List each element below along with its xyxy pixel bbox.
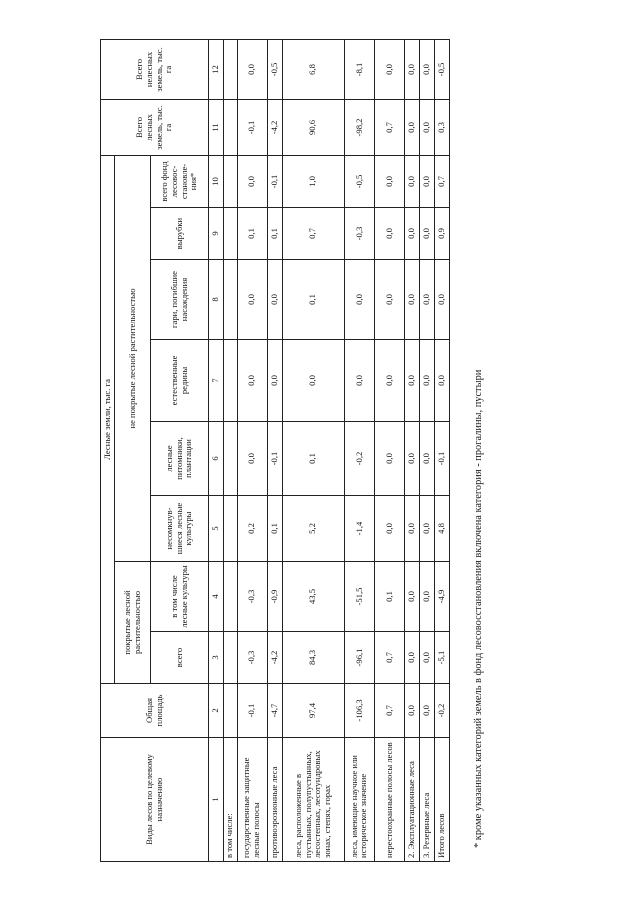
column-index: 6 — [209, 422, 224, 496]
cell: 0,1 — [237, 208, 267, 260]
cell: 0,0 — [404, 422, 419, 496]
row-name: государственные защитные лесные полосы — [237, 738, 267, 862]
column-index: 10 — [209, 155, 224, 207]
header-clearings: вырубки — [151, 208, 209, 260]
row-name: Итого лесов — [434, 738, 449, 862]
header-covered-cultures: в том числе лесные культуры — [151, 562, 209, 632]
table-row — [237, 39, 267, 861]
cell: 43,5 — [282, 562, 344, 632]
cell: 0,0 — [404, 155, 419, 207]
header-forest-land: Лесные земли, тыс. га — [101, 155, 115, 683]
row-name: леса, имеющие научное или историческое значение — [344, 738, 374, 862]
cell: 0,0 — [374, 340, 404, 422]
cell: 97,4 — [282, 684, 344, 738]
cell: 0,0 — [404, 340, 419, 422]
header-forest-total: Всего лесных земель, тыс. га — [101, 99, 209, 155]
cell: -4,7 — [267, 684, 282, 738]
cell: 0,0 — [374, 39, 404, 99]
table-row — [267, 39, 282, 861]
header-reforestation-fund: всего фонд лесовос-становле-ния* — [151, 155, 209, 207]
row-name: нерестоохранные полосы лесов — [374, 738, 404, 862]
cell: 0,0 — [374, 496, 404, 562]
column-index: 9 — [209, 208, 224, 260]
cell: 0,0 — [434, 340, 449, 422]
cell: 0,7 — [374, 632, 404, 684]
table-row — [419, 39, 434, 861]
cell: -0,2 — [344, 422, 374, 496]
cell: 84,3 — [282, 632, 344, 684]
cell: 0,0 — [374, 422, 404, 496]
cell: 0,0 — [237, 155, 267, 207]
section-label: в том числе: — [224, 738, 238, 862]
table-row-total — [434, 39, 449, 861]
cell: -8,1 — [344, 39, 374, 99]
cell: -0,2 — [434, 684, 449, 738]
table-row — [404, 39, 419, 861]
cell: 0,0 — [404, 562, 419, 632]
cell: -4,9 — [434, 562, 449, 632]
cell: 0,0 — [419, 562, 434, 632]
cell: 0,0 — [419, 39, 434, 99]
cell: 0,0 — [419, 422, 434, 496]
cell: 0,0 — [434, 260, 449, 340]
cell: 0,0 — [419, 260, 434, 340]
cell: 0,0 — [404, 99, 419, 155]
cell: -51,5 — [344, 562, 374, 632]
table-row — [344, 39, 374, 861]
cell: 0,0 — [419, 340, 434, 422]
cell: 0,0 — [237, 340, 267, 422]
cell: 0,0 — [267, 260, 282, 340]
header-nonforest-total: Всего нелесных земель, тыс. га — [101, 39, 209, 99]
cell: 0,7 — [374, 99, 404, 155]
cell: 0,1 — [282, 422, 344, 496]
column-index: 3 — [209, 632, 224, 684]
cell: 0,0 — [374, 155, 404, 207]
cell: 0,0 — [237, 39, 267, 99]
cell: 0,0 — [404, 260, 419, 340]
header-covered: покрытые лесной растительностью — [115, 562, 151, 684]
cell: -96,1 — [344, 632, 374, 684]
header-unclosed: несомкнув-шиеся лесные культуры — [151, 496, 209, 562]
rotated-table-container — [100, 40, 450, 862]
cell: 90,6 — [282, 99, 344, 155]
cell: 5,2 — [282, 496, 344, 562]
cell: 0,0 — [404, 632, 419, 684]
cell: -0,3 — [344, 208, 374, 260]
cell: 0,0 — [404, 39, 419, 99]
cell: 0,0 — [237, 260, 267, 340]
column-index: 1 — [209, 738, 224, 862]
cell: -0,1 — [267, 422, 282, 496]
header-total-area: Общая площадь — [101, 684, 209, 738]
row-name: 2. Эксплуатационные леса — [404, 738, 419, 862]
cell: -1,4 — [344, 496, 374, 562]
cell: 0,0 — [419, 208, 434, 260]
cell: 6,8 — [282, 39, 344, 99]
cell: -0,1 — [434, 422, 449, 496]
cell: 0,0 — [404, 496, 419, 562]
column-index: 7 — [209, 340, 224, 422]
cell: 0,0 — [404, 208, 419, 260]
header-types: Виды лесов по целевому назначению — [101, 738, 209, 862]
cell: -5,1 — [434, 632, 449, 684]
cell: 0,7 — [374, 684, 404, 738]
row-name: леса, расположенные в пустынных, полупустынных, лесостепных, лесотундровых зонах, степях, горах — [282, 738, 344, 862]
row-name: противоэрозионные леса — [267, 738, 282, 862]
cell: -0,3 — [237, 632, 267, 684]
row-name: 3. Резервные леса — [419, 738, 434, 862]
cell: 0,0 — [404, 684, 419, 738]
header-nurseries: лесные питомники, плантации — [151, 422, 209, 496]
cell: -0,3 — [237, 562, 267, 632]
cell: 1,0 — [282, 155, 344, 207]
cell: -0,1 — [237, 99, 267, 155]
cell: 0,9 — [434, 208, 449, 260]
column-index: 12 — [209, 39, 224, 99]
footnote: * кроме указанных категорий земель в фонд лесовосстановления включена категория - прогалины, пустыри — [473, 369, 484, 848]
cell: 0,0 — [282, 340, 344, 422]
cell: 0,7 — [434, 155, 449, 207]
cell: 0,1 — [282, 260, 344, 340]
cell: 0,0 — [374, 260, 404, 340]
cell: 0,0 — [419, 632, 434, 684]
column-index: 5 — [209, 496, 224, 562]
cell: 0,1 — [267, 496, 282, 562]
cell: -0,5 — [344, 155, 374, 207]
section-label-row — [224, 39, 238, 861]
column-index: 8 — [209, 260, 224, 340]
column-index: 2 — [209, 684, 224, 738]
header-burnt: гари, погибшие насаждения — [151, 260, 209, 340]
column-index: 11 — [209, 99, 224, 155]
cell: 0,0 — [344, 260, 374, 340]
cell: 0,3 — [434, 99, 449, 155]
header-covered-total: всего — [151, 632, 209, 684]
cell: -98,2 — [344, 99, 374, 155]
cell: 0,0 — [419, 155, 434, 207]
header-natural-sparse: естественные редины — [151, 340, 209, 422]
table-row — [374, 39, 404, 861]
cell: -0,5 — [267, 39, 282, 99]
cell: 0,0 — [419, 99, 434, 155]
table-row — [282, 39, 344, 861]
column-index-row — [209, 39, 224, 861]
cell: 0,7 — [282, 208, 344, 260]
header-not-covered: не покрытые лесной растительностью — [115, 155, 151, 561]
cell: -4,2 — [267, 99, 282, 155]
cell: 0,1 — [374, 562, 404, 632]
column-index: 4 — [209, 562, 224, 632]
cell: 0,1 — [267, 208, 282, 260]
cell: -0,5 — [434, 39, 449, 99]
cell: -0,1 — [237, 684, 267, 738]
cell: 0,0 — [267, 340, 282, 422]
cell: -4,2 — [267, 632, 282, 684]
cell: 4,8 — [434, 496, 449, 562]
cell: 0,2 — [237, 496, 267, 562]
cell: 0,0 — [419, 684, 434, 738]
cell: 0,0 — [419, 496, 434, 562]
cell: -0,9 — [267, 562, 282, 632]
cell: -0,1 — [267, 155, 282, 207]
cell: 0,0 — [374, 208, 404, 260]
cell: -106,3 — [344, 684, 374, 738]
cell: 0,0 — [344, 340, 374, 422]
forest-land-table — [100, 39, 450, 862]
cell: 0,0 — [237, 422, 267, 496]
